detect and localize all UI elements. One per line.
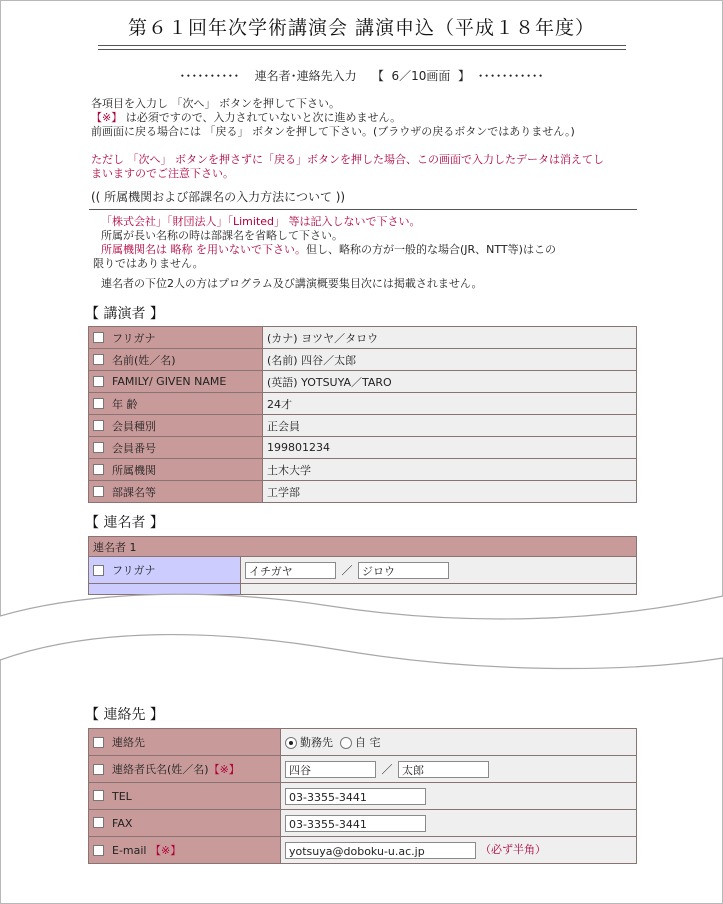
row-checkbox[interactable] [93, 442, 104, 453]
table-row [89, 327, 637, 349]
field-label: フリガナ [112, 331, 156, 345]
field-value: 土木大学 [263, 459, 637, 481]
field-label: 部課名等 [112, 485, 156, 499]
field-label: 連絡先 [112, 736, 145, 749]
field-label: 所属機関 [112, 463, 156, 477]
warning-1: ただし 「次へ」 ボタンを押さずに「戻る」ボタンを押した場合、この画面で入力したデータは消えてし [91, 153, 604, 166]
howto-line-4: 限りではありません。 [93, 257, 204, 270]
howto-line-3 [101, 243, 556, 257]
title-rule-bottom [98, 49, 626, 50]
contact-tel-cell [281, 783, 637, 810]
howto-line-2: 所属が長い名称の時は部課名を省略して下さい。 [101, 229, 343, 242]
row-checkbox[interactable] [93, 790, 104, 801]
radio-work-label: 勤務先 [300, 736, 333, 749]
table-row [89, 393, 637, 415]
table-row [89, 481, 637, 503]
row-checkbox[interactable] [93, 817, 104, 828]
presenter-label-cell [89, 393, 263, 415]
coauthor-heading: 【 連名者 】 [85, 515, 164, 531]
contact-table [88, 728, 637, 864]
coauthor-group-label: 連名者 1 [89, 537, 637, 557]
presenter-table [88, 326, 637, 503]
instruction-2-text: は必須ですので、入力されていないと次に進めません。 [122, 111, 402, 124]
contact-label-cell [89, 810, 281, 837]
row-checkbox[interactable] [93, 486, 104, 497]
table-row [89, 371, 637, 393]
page-break-wave [0, 588, 723, 698]
table-row [89, 783, 637, 810]
howto-rule [89, 209, 637, 210]
instruction-3: 前画面に戻る場合には 「戻る」 ボタンを押して下さい。(ブラウザの戻るボタンではありません。) [91, 125, 575, 138]
presenter-label-cell [89, 349, 263, 371]
contact-dest-cell [281, 729, 637, 756]
field-label: TEL [112, 789, 132, 803]
howto-heading: (( 所属機関および部課名の入力方法について )) [91, 190, 346, 204]
row-checkbox[interactable] [93, 764, 104, 775]
field-label: 年 齢 [112, 397, 138, 411]
field-label: 会員種別 [112, 419, 156, 433]
coauthor-mei-input[interactable]: ジロウ [358, 562, 449, 579]
table-row [89, 437, 637, 459]
presenter-label-cell [89, 437, 263, 459]
email-input[interactable]: yotsuya@doboku-u.ac.jp [285, 842, 476, 859]
contact-heading: 【 連絡先 】 [85, 707, 164, 723]
row-checkbox[interactable] [93, 420, 104, 431]
field-value: 正会員 [263, 415, 637, 437]
fax-input[interactable]: 03-3355-3441 [285, 815, 426, 832]
field-label: フリガナ [112, 564, 156, 577]
coauthor-table [88, 536, 637, 595]
table-row [89, 537, 637, 557]
field-value: 工学部 [263, 481, 637, 503]
step-indicator: ･･････････ 連名者･連絡先入力 【 6／10画面 】 ･･･････････ [179, 69, 544, 83]
row-checkbox[interactable] [93, 354, 104, 365]
required-mark: 【※】 [149, 844, 182, 857]
presenter-label-cell [89, 371, 263, 393]
coauthor-label-cell [89, 557, 241, 584]
field-label: FAMILY/ GIVEN NAME [112, 375, 227, 388]
title-rule-top [98, 45, 626, 46]
field-value: (名前) 四谷／太郎 [263, 349, 637, 371]
contact-label-cell [89, 756, 281, 783]
presenter-label-cell [89, 459, 263, 481]
field-value: (カナ) ヨツヤ／タロウ [263, 327, 637, 349]
required-mark: 【※】 [208, 763, 240, 776]
table-row [89, 459, 637, 481]
email-note: （必ず半角） [480, 843, 546, 857]
howto-line-3-rest: 但し、略称の方が一般的な場合(JR、NTT等)はこの [306, 243, 556, 256]
row-checkbox[interactable] [93, 464, 104, 475]
presenter-heading: 【 講演者 】 [85, 306, 164, 322]
slash-separator: ／ [381, 763, 393, 776]
row-checkbox[interactable] [93, 845, 104, 856]
table-row [89, 349, 637, 371]
coauthor-sei-input[interactable]: イチガヤ [245, 562, 336, 579]
contact-sei-input[interactable]: 四谷 [285, 761, 376, 778]
contact-label-cell [89, 729, 281, 756]
contact-label-cell [89, 783, 281, 810]
table-row [89, 729, 637, 756]
row-checkbox[interactable] [93, 332, 104, 343]
field-label: E-mail [112, 844, 150, 857]
presenter-label-cell [89, 415, 263, 437]
table-row [89, 837, 637, 864]
field-label: 連絡者氏名(姓／名) [112, 763, 209, 776]
table-row [89, 557, 637, 584]
radio-work[interactable] [285, 737, 297, 749]
page-title: 第６１回年次学術講演会 講演申込（平成１８年度） [127, 17, 596, 39]
contact-fax-cell [281, 810, 637, 837]
tel-input[interactable]: 03-3355-3441 [285, 788, 426, 805]
field-value: (英語) YOTSUYA／TARO [263, 371, 637, 393]
field-value: 199801234 [263, 437, 637, 459]
contact-mei-input[interactable]: 太郎 [398, 761, 489, 778]
row-checkbox[interactable] [93, 565, 104, 576]
instruction-1: 各項目を入力し 「次へ」 ボタンを押して下さい。 [91, 97, 340, 110]
required-mark: 【※】 [91, 111, 123, 124]
slash-separator: ／ [341, 564, 353, 577]
table-row [89, 756, 637, 783]
field-value: 24才 [263, 393, 637, 415]
howto-line-3-red: 所属機関名は 略称 を用いないで下さい。 [101, 243, 306, 256]
field-label: 会員番号 [112, 441, 156, 455]
table-row [89, 810, 637, 837]
howto-line-1: 「株式会社」「財団法人」「Limited」 等は記入しないで下さい。 [101, 215, 421, 228]
row-checkbox[interactable] [93, 398, 104, 409]
contact-email-cell [281, 837, 637, 864]
presenter-label-cell [89, 327, 263, 349]
instruction-2 [91, 111, 401, 125]
warning-2: まいますのでご注意下さい。 [91, 167, 234, 180]
radio-home[interactable] [340, 737, 352, 749]
radio-home-label: 自 宅 [355, 736, 381, 749]
table-row [89, 415, 637, 437]
field-label: FAX [112, 816, 133, 830]
contact-name-cell [281, 756, 637, 783]
row-checkbox[interactable] [93, 376, 104, 387]
howto-line-5: 連名者の下位2人の方はプログラム及び講演概要集目次には掲載されません。 [101, 277, 483, 290]
contact-label-cell [89, 837, 281, 864]
row-checkbox[interactable] [93, 737, 104, 748]
coauthor-furigana-cell [241, 557, 637, 584]
presenter-label-cell [89, 481, 263, 503]
field-label: 名前(姓／名) [112, 353, 176, 367]
